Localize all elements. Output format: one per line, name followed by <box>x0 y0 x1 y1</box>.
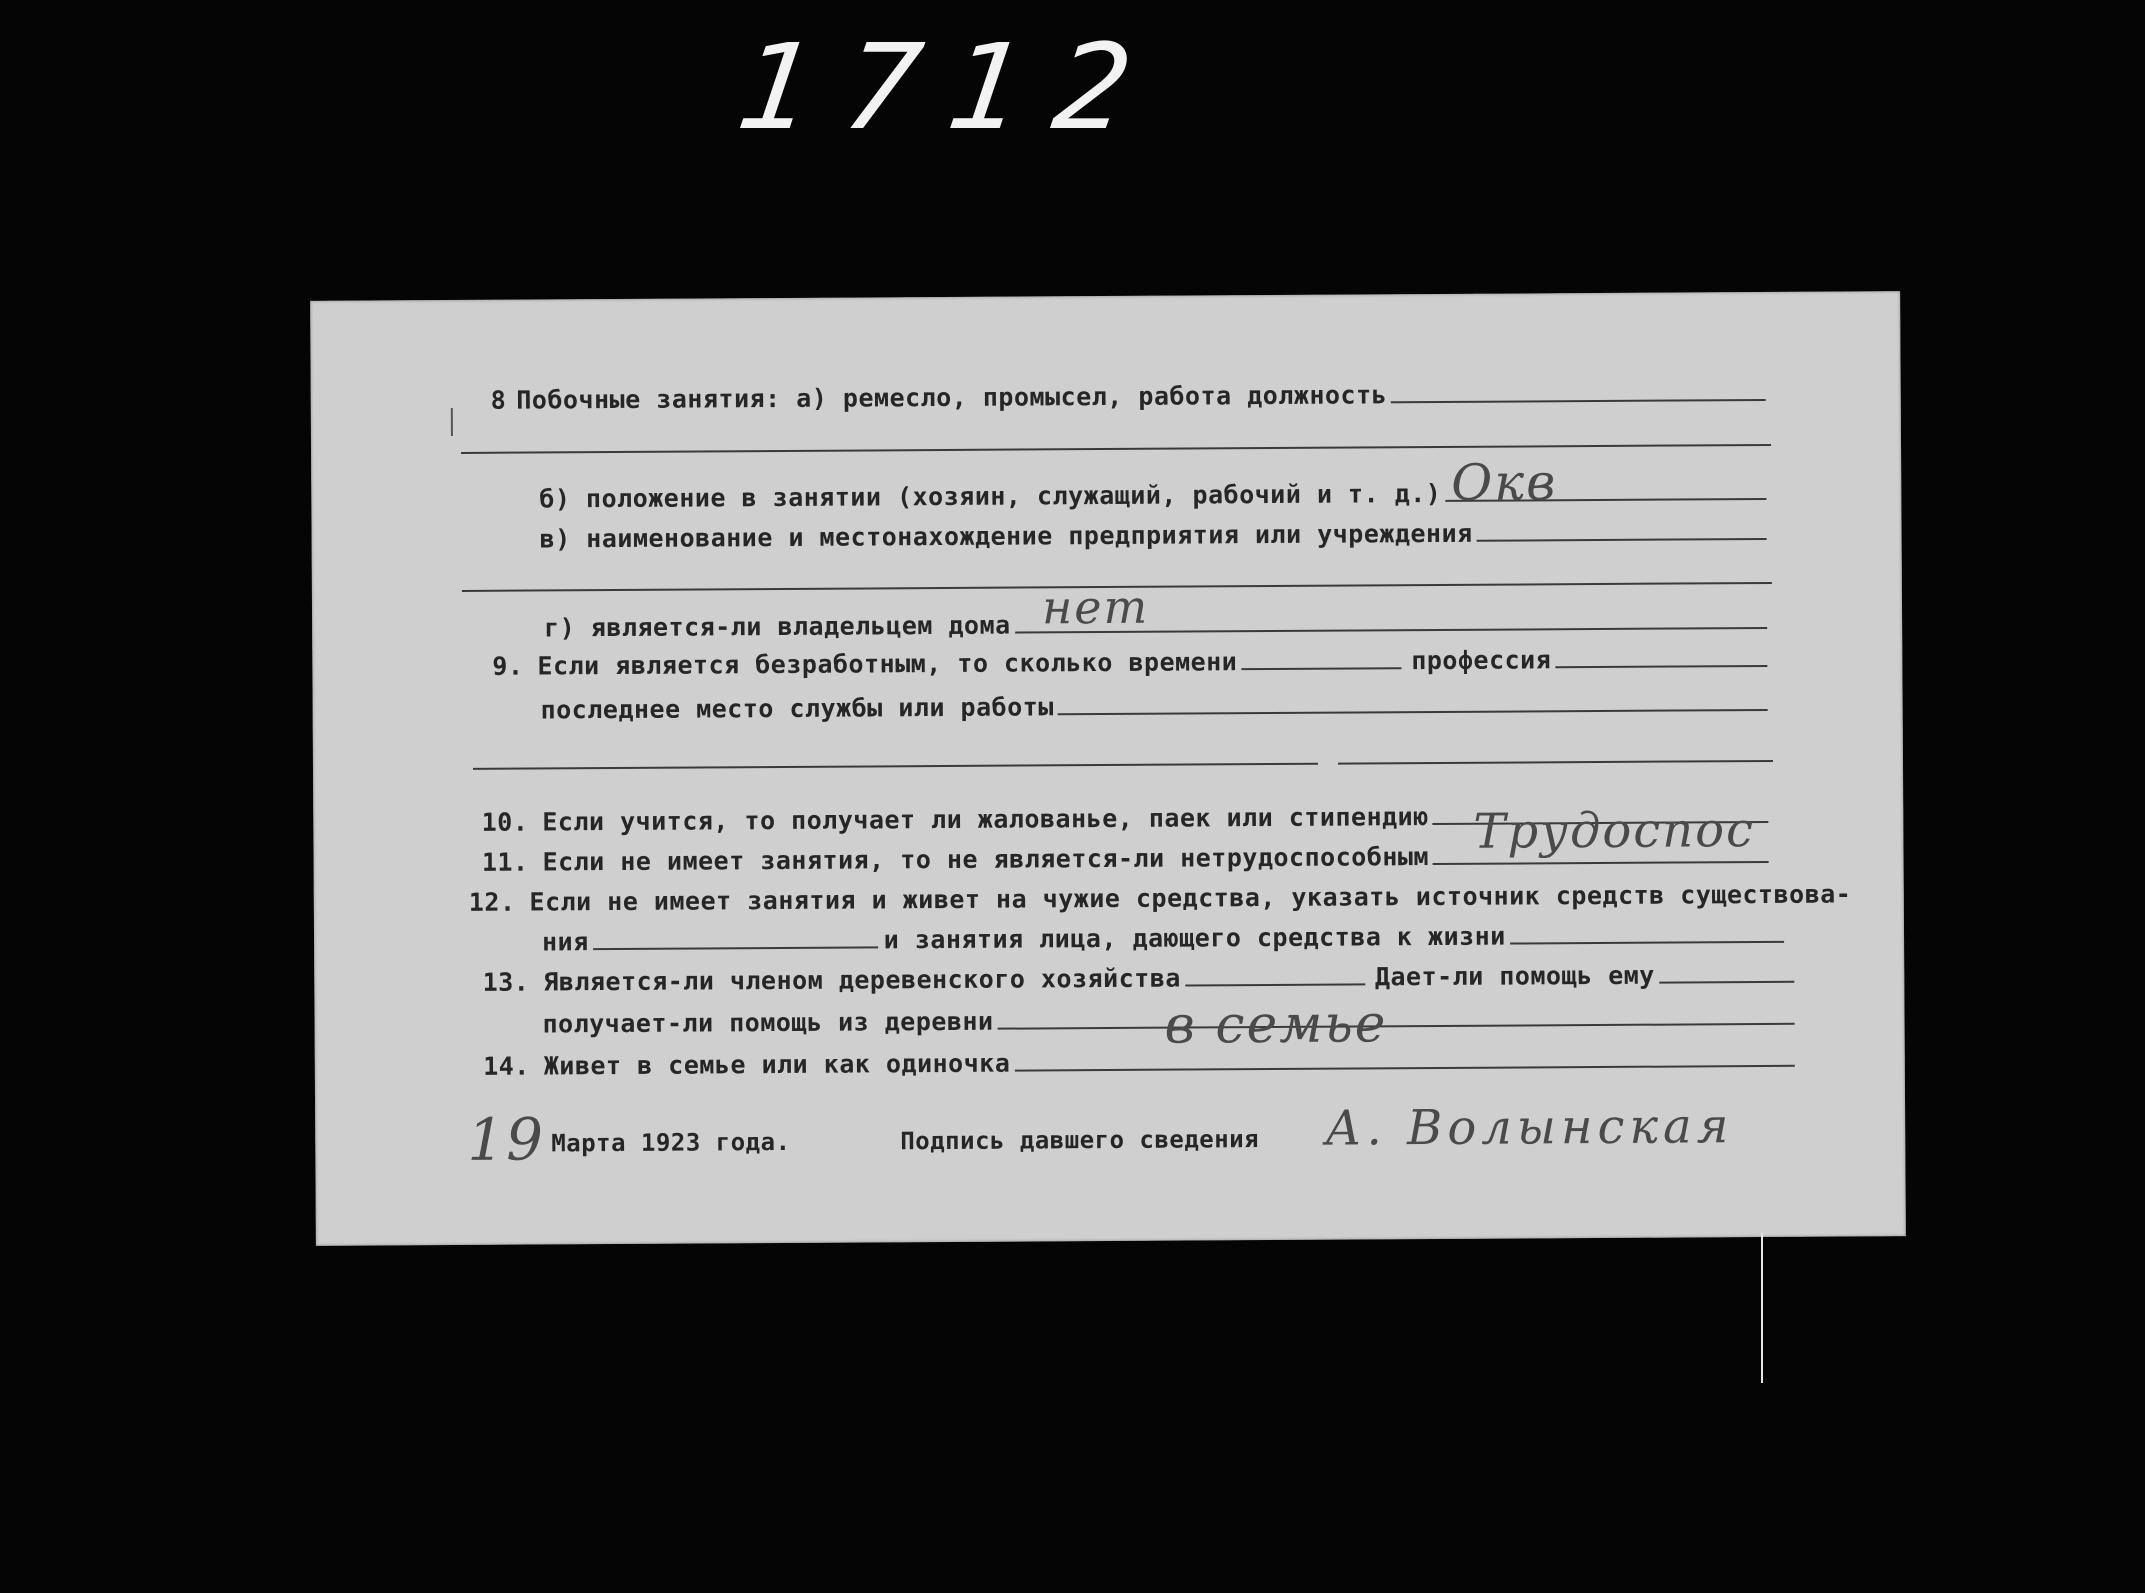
q8-b-answer: Окв <box>1451 453 1558 512</box>
q14-fill-line <box>1014 1064 1794 1072</box>
q14-row <box>470 1044 1795 1081</box>
q9-text-3: последнее место службы или работы <box>540 692 1054 725</box>
q8-v-fill-line <box>1477 537 1767 542</box>
q12-number: 12. <box>468 887 516 917</box>
signature: А. Волынская <box>1325 1098 1734 1157</box>
pin-mark <box>1761 1233 1763 1383</box>
q9-text-2: профессия <box>1411 645 1552 676</box>
footer-day: 19 <box>467 1105 546 1174</box>
q11-number: 11. <box>481 847 529 877</box>
q13-text-2: Дает-ли помощь ему <box>1374 960 1655 992</box>
q11-answer: Трудоспос <box>1473 802 1756 860</box>
q8-number: 8 <box>490 385 507 415</box>
archive-number: 1712 <box>730 18 1171 156</box>
q12-text-2a: ния <box>541 927 589 957</box>
footer-date: Марта 1923 года. <box>551 1127 791 1158</box>
margin-mark <box>451 408 453 436</box>
q8-g-label: г) является-ли владельцем дома <box>544 610 1011 643</box>
q9-time-fill-line <box>1241 666 1401 670</box>
q9-line-left <box>473 763 1318 770</box>
q11-fill-line <box>1433 860 1769 865</box>
q12-row-2 <box>542 920 1784 957</box>
q8-b-row <box>539 477 1766 513</box>
q9-line-right <box>1338 760 1773 765</box>
q8-v-row <box>539 517 1766 553</box>
q13-member-fill-line <box>1185 982 1365 986</box>
q10-text: Если учится, то получает ли жалованье, паек или стипендию <box>542 802 1429 837</box>
q12-source-fill-line <box>593 945 878 950</box>
q9-profession-fill-line <box>1555 664 1767 668</box>
q9-text-1: Если является безработным, то сколько времени <box>537 647 1238 681</box>
q9-number: 9. <box>492 651 524 681</box>
q13-text-1: Является-ли членом деревенского хозяйства <box>543 963 1181 997</box>
q13-village-fill-line <box>998 1022 1795 1030</box>
q13-text-3: получает-ли помощь из деревни <box>542 1006 994 1039</box>
q11-text: Если не имеет занятия, то не является-ли нетрудоспособным <box>542 842 1430 877</box>
q12-text-2b: и занятия лица, дающего средства к жизни <box>883 921 1506 955</box>
q13-row <box>469 960 1794 997</box>
q12-fill-line <box>1510 940 1784 945</box>
q8-a-second-line <box>461 444 1771 454</box>
q8-b-label: б) положение в занятии (хозяин, служащий, рабочий и т. д.) <box>539 478 1442 514</box>
q10-number: 10. <box>481 807 529 837</box>
q13-number: 13. <box>482 967 530 997</box>
q14-number: 14. <box>483 1051 530 1081</box>
q8-a-fill-line <box>1391 398 1766 403</box>
q8-a-label: Побочные занятия: а) ремесло, промысел, работа должность <box>516 380 1388 415</box>
q9-row <box>492 644 1767 681</box>
q8-g-answer: нет <box>1041 579 1150 635</box>
q9-row-2 <box>541 688 1768 724</box>
q8-v-label: в) наименование и местонахождение предприятия или учреждения <box>539 518 1473 554</box>
q8-row <box>491 378 1766 415</box>
q13-help-fill-line <box>1659 980 1794 984</box>
questionnaire-card <box>310 291 1906 1246</box>
q12-text-1: Если не имеет занятия и живет на чужие средства, указать источник средств существова- <box>529 879 1852 917</box>
signature-label: Подпись давшего сведения <box>900 1125 1260 1156</box>
q8-g-row <box>544 606 1767 642</box>
q14-answer: в семье <box>1164 994 1388 1056</box>
q12-row <box>468 879 1852 917</box>
q14-text: Живет в семье или как одиночка <box>543 1048 1011 1081</box>
q9-last-job-fill-line <box>1058 708 1768 715</box>
